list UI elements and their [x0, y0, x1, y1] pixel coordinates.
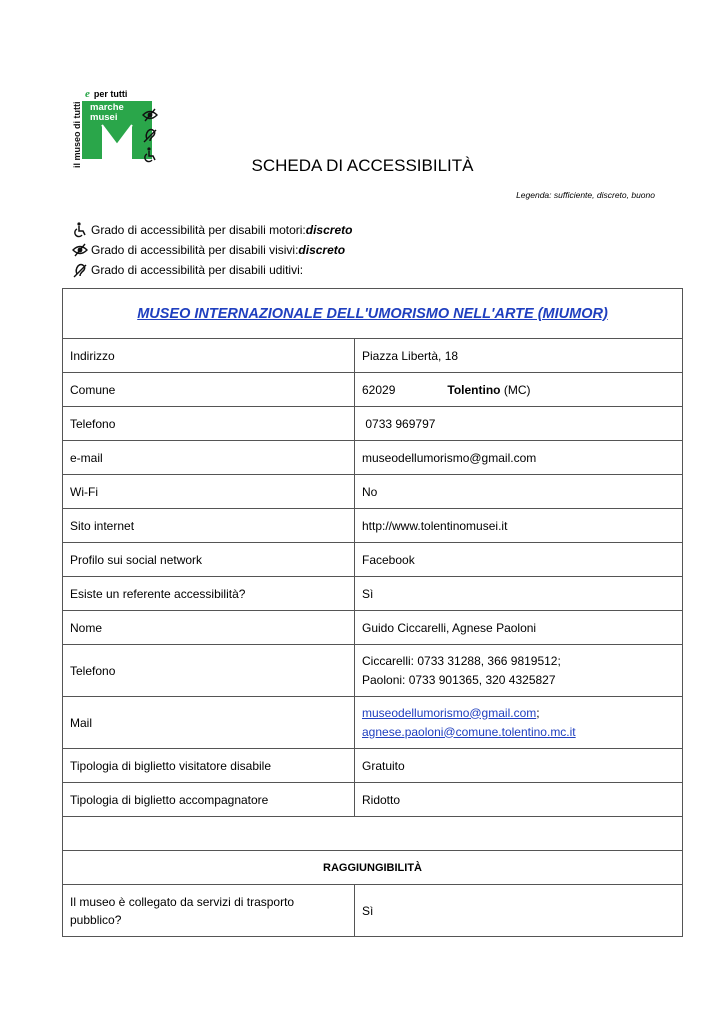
- section-header-row: [63, 851, 683, 885]
- logo-vertical-text: il museo di tutti: [72, 101, 82, 168]
- table-row: Nome Guido Ciccarelli, Agnese Paoloni: [63, 611, 683, 645]
- table-row: Il museo è collegato da servizi di trasporto pubblico? Sì: [63, 885, 683, 937]
- grade-visual: Grado di accessibilità per disabili visivi: discreto: [72, 240, 352, 260]
- hearing-impairment-icon: [72, 262, 88, 278]
- museum-title[interactable]: MUSEO INTERNAZIONALE DELL'UMORISMO NELL'ARTE (MIUMOR): [63, 289, 683, 339]
- page-title: SCHEDA DI ACCESSIBILITÀ: [251, 156, 474, 175]
- visual-impairment-icon: [72, 242, 88, 258]
- table-row: Telefono Ciccarelli: 0733 31288, 366 9819512; Paoloni: 0733 901365, 320 4325827: [63, 645, 683, 697]
- logo-brand: marche musei: [90, 102, 124, 123]
- table-row: Indirizzo Piazza Libertà, 18: [63, 339, 683, 373]
- table-row: Comune 62029 Tolentino (MC): [63, 373, 683, 407]
- empty-row: [63, 817, 683, 851]
- accessibility-grades: [72, 220, 352, 280]
- museum-title-row: [63, 289, 683, 339]
- legend: Legenda: sufficiente, discreto, buono: [516, 190, 655, 200]
- email-link-paoloni[interactable]: agnese.paoloni@comune.tolentino.mc.it: [362, 724, 576, 739]
- table-row: Mail museodellumorismo@gmail.com; agnese.paoloni@comune.tolentino.mc.it: [63, 697, 683, 749]
- table-row: Tipologia di biglietto visitatore disabile Gratuito: [63, 749, 683, 783]
- section-title: RAGGIUNGIBILITÀ: [63, 851, 683, 885]
- museum-info-table: [62, 288, 683, 937]
- table-row: Sito internet http://www.tolentinomusei.it: [63, 509, 683, 543]
- table-row: e-mail museodellumorismo@gmail.com: [63, 441, 683, 475]
- hearing-impairment-icon: [142, 127, 158, 143]
- email-link-museum[interactable]: museodellumorismo@gmail.com: [362, 705, 537, 720]
- table-row: Esiste un referente accessibilità? Sì: [63, 577, 683, 611]
- logo-tagline: e per tutti: [85, 88, 128, 100]
- table-row: Tipologia di biglietto accompagnatore Ridotto: [63, 783, 683, 817]
- table-row: Profilo sui social network Facebook: [63, 543, 683, 577]
- wheelchair-icon: [72, 222, 88, 238]
- grade-hearing: Grado di accessibilità per disabili uditivi:: [72, 260, 352, 280]
- visual-impairment-icon: [142, 107, 158, 123]
- table-row: Wi-Fi No: [63, 475, 683, 509]
- table-row: Telefono 0733 969797: [63, 407, 683, 441]
- grade-motor: Grado di accessibilità per disabili motori: discreto: [72, 220, 352, 240]
